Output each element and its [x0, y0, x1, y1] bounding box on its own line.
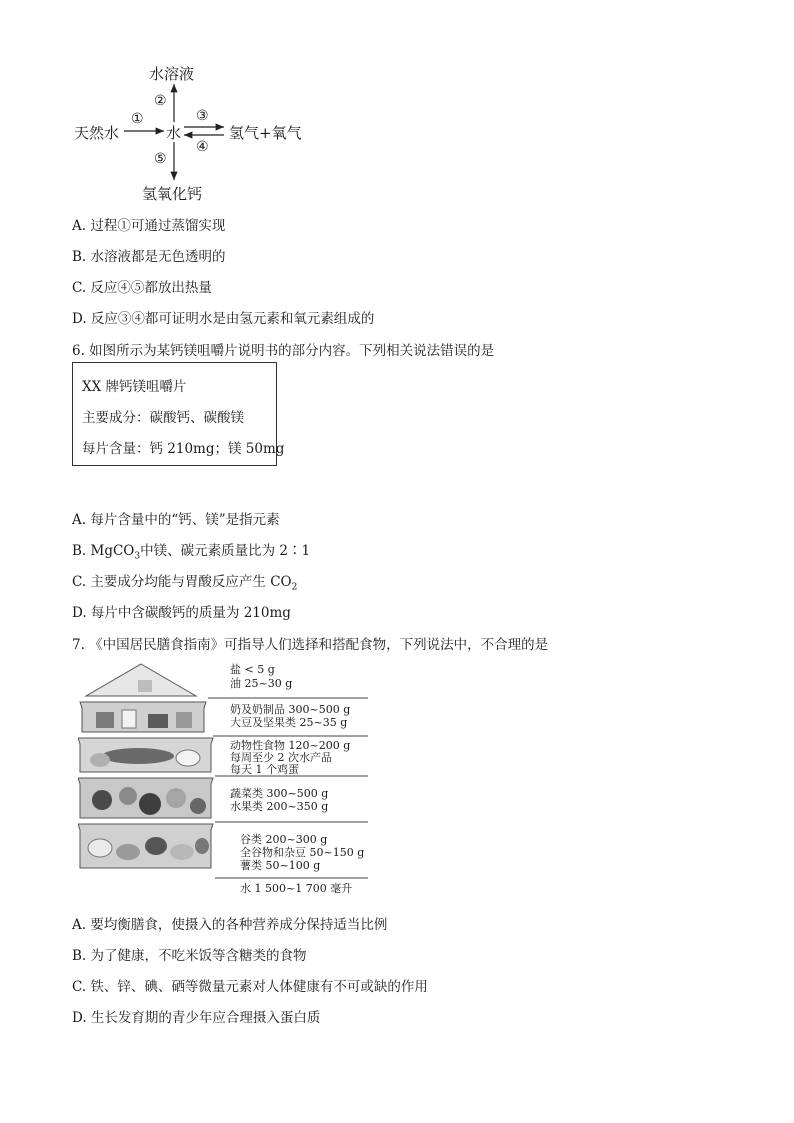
diagram-left-label: 天然水 [74, 124, 120, 142]
diagram-bottom-label: 氢氧化钙 [142, 185, 203, 203]
q5-option-b: B. 水溶液都是无色透明的 [72, 249, 226, 265]
q7-option-a: A. 要均衡膳食，使摄入的各种营养成分保持适当比例 [72, 917, 388, 933]
product-label-box [72, 362, 285, 466]
pyramid-oil: 油 25~30 g [230, 677, 293, 690]
q6-c-subscript: 2 [291, 582, 298, 593]
pyramid-whole-grains: 全谷物和杂豆 50~150 g [240, 846, 365, 859]
q7-option-c: C. 铁、锌、碘、硒等微量元素对人体健康有不可或缺的作用 [72, 979, 428, 995]
q7-option-b: B. 为了健康，不吃米饭等含糖类的食物 [72, 948, 307, 964]
q6-stem: 6. 如图所示为某钙镁咀嚼片说明书的部分内容。下列相关说法错误的是 [72, 343, 495, 359]
diagram-right-label: 氢气+氧气 [229, 124, 302, 142]
q6-c-text: C. 主要成分均能与胃酸反应产生 CO [72, 574, 292, 590]
food-pyramid-figure [78, 660, 370, 900]
q5-option-a: A. 过程①可通过蒸馏实现 [72, 218, 226, 234]
pyramid-water: 水 1 500~1 700 毫升 [240, 882, 353, 895]
step-4-marker: ④ [196, 139, 209, 155]
diagram-top-label: 水溶液 [149, 65, 195, 83]
pyramid-vegetables: 蔬菜类 300~500 g [230, 787, 329, 800]
q6-b-text-rest: 中镁、碳元素质量比为 2∶1 [140, 543, 311, 559]
pyramid-egg: 每天 1 个鸡蛋 [230, 763, 299, 776]
q6-b-subscript: 3 [134, 551, 141, 562]
step-2-marker: ② [154, 93, 167, 109]
step-5-marker: ⑤ [154, 151, 167, 167]
q7-stem: 7. 《中国居民膳食指南》可指导人们选择和搭配食物，下列说法中，不合理的是 [72, 637, 549, 653]
pyramid-tubers: 薯类 50~100 g [240, 859, 321, 872]
pyramid-soy-nuts: 大豆及坚果类 25~35 g [230, 716, 348, 729]
pyramid-animal-food: 动物性食物 120~200 g [230, 739, 351, 752]
pyramid-grains: 谷类 200~300 g [240, 833, 328, 846]
q7-option-d: D. 生长发育期的青少年应合理摄入蛋白质 [72, 1010, 321, 1026]
pyramid-dairy: 奶及奶制品 300~500 g [230, 703, 351, 716]
q6-option-d: D. 每片中含碳酸钙的质量为 210mg [72, 605, 291, 621]
pyramid-fruits: 水果类 200~350 g [230, 800, 329, 813]
q5-option-c: C. 反应④⑤都放出热量 [72, 280, 212, 296]
product-label-title: XX 牌钙镁咀嚼片 [82, 379, 187, 395]
pyramid-aquatic: 每周至少 2 次水产品 [230, 751, 332, 764]
q6-option-a: A. 每片含量中的“钙、镁”是指元素 [72, 512, 280, 528]
q6-b-text: B. MgCO [72, 543, 135, 559]
step-3-marker: ③ [196, 108, 209, 124]
q5-option-d: D. 反应③④都可证明水是由氢元素和氧元素组成的 [72, 311, 375, 327]
product-label-ingredients: 主要成分：碳酸钙、碳酸镁 [82, 410, 244, 426]
diagram-center-label: 水 [166, 124, 182, 142]
q6-option-b [72, 539, 310, 562]
q6-option-c [72, 570, 297, 593]
pyramid-salt: 盐 < 5 g [230, 663, 275, 676]
product-label-content: 每片含量：钙 210mg；镁 50mg [82, 441, 285, 457]
step-1-marker: ① [131, 111, 144, 127]
food-pyramid-drawing [78, 660, 370, 900]
